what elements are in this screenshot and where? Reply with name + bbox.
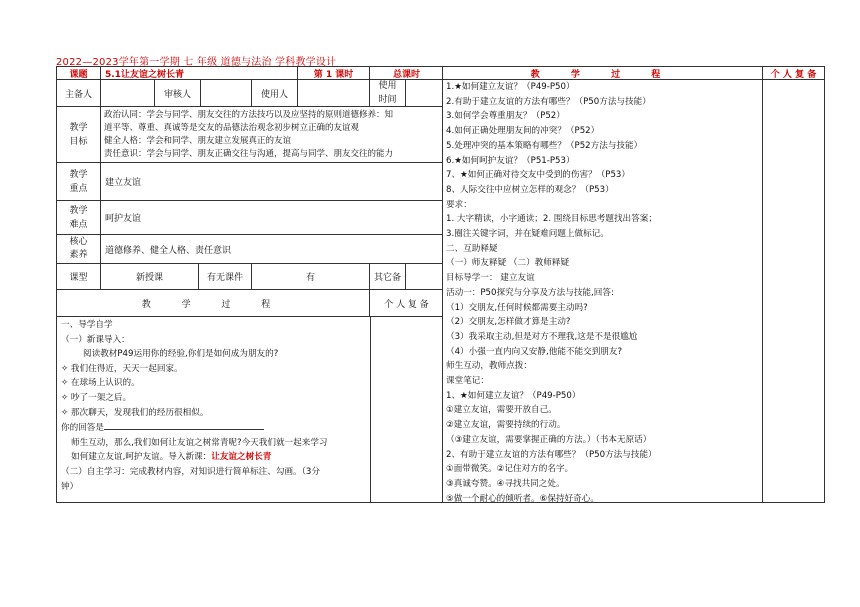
right-process-header <box>443 67 763 79</box>
key-points-label-1: 教学 <box>69 169 88 180</box>
body-line: 阅读教材P49运用你的经验,你们是如何成为朋友的? <box>83 349 279 360</box>
goals-label <box>57 107 101 162</box>
process-header-label: 教 学 过 程 <box>141 299 285 310</box>
reviewer-label: 审核人 <box>155 80 201 106</box>
staff-row <box>57 80 442 107</box>
key-points-value: 建立友谊 <box>105 178 142 188</box>
topic-value: 5.1让友谊之树长青 <box>101 67 298 79</box>
intro-lesson-title: 让友谊之树长青 <box>211 452 272 463</box>
body-line: 要求： <box>446 199 472 210</box>
body-line: （3）我采取主动,但是对方不理我,这是不是很尴尬 <box>446 331 638 342</box>
body-line: 6.★如何呵护友谊？（P51-P53） <box>446 155 575 166</box>
period-label: 第 1 课时 <box>298 67 370 79</box>
type-value: 新授课 <box>101 264 199 289</box>
right-panel <box>443 67 824 502</box>
literacy-label-1: 核心 <box>69 237 88 247</box>
right-process-body <box>443 80 763 502</box>
use-time-label-2: 时间 <box>378 95 397 105</box>
body-line: ✧ 在球场上认识的。 <box>61 378 140 389</box>
body-line: ✧ 那次聊天，发现我们的经历很相似。 <box>61 407 209 418</box>
goals-label-1: 教学 <box>69 122 88 133</box>
body-line: 二、互助释疑 <box>446 243 498 254</box>
key-points-label <box>57 163 101 200</box>
body-line: （一）新课导入： <box>61 334 130 345</box>
body-line: 1.★如何建立友谊？（P49-P50） <box>446 82 575 92</box>
literacy-row <box>57 235 442 264</box>
process-header-row <box>57 290 442 317</box>
body-line: （二）自主学习：完成教材内容，对知识进行简单标注、勾画。（3分 <box>61 466 320 477</box>
body-line: ✧ 我们住得近，天天一起回家。 <box>61 363 183 374</box>
answer-label: 你的回答是 <box>61 423 104 434</box>
total-period-label: 总课时 <box>392 69 420 80</box>
body-line: 一、导学自学 <box>61 320 113 330</box>
body-line: 3.圈注关键字词，并在疑难问题上做标记。 <box>446 229 609 240</box>
use-time-value <box>406 80 443 106</box>
body-line: 目标导学一： 建立友谊 <box>446 273 535 284</box>
body-line: ③真诚夸赞。④寻找共同之处。 <box>446 478 565 489</box>
body-line: ②建立友谊，需要持续的行动。 <box>446 420 566 431</box>
right-process-header-label: 教 学 过 程 <box>530 69 675 80</box>
left-panel <box>57 67 443 502</box>
topic-label: 课题 <box>57 67 101 79</box>
body-line: （2）交朋友,怎样做才算是主动? <box>446 317 571 328</box>
type-row <box>57 264 442 290</box>
body-line: 1、★如何建立友谊？（P49-P50） <box>446 390 581 401</box>
body-line: 5.处理冲突的基本策略有哪些？（P52方法与技能） <box>446 140 643 151</box>
goal-line: 政治认同：学会与同学、朋友交往的方法技巧以及应坚持的原则道德修养：知 <box>104 110 394 120</box>
body-line: ✧ 吵了一架之后。 <box>61 392 132 403</box>
goal-line: 道平等、尊重、真诚等是交友的品德法治观念初步树立正确的友谊观 <box>104 123 360 133</box>
review-header: 个 人 复 备 <box>384 299 429 310</box>
goal-line: 责任意识：学会与同学、朋友正确交往与沟通，提高与同学、朋友交往的能力 <box>104 149 394 159</box>
user-label: 使用人 <box>252 80 298 106</box>
literacy-label-2: 素养 <box>69 250 88 260</box>
intro-text: 如何建立友谊,呵护友谊。导入新课： <box>71 452 212 463</box>
body-line: （一）师友释疑 （二）教师释疑 <box>446 258 570 269</box>
body-line: ①建立友谊，需要开放自己。 <box>446 405 557 416</box>
body-line: 2、有助于建立友谊的方法有哪些？（P50方法与技能） <box>446 449 657 460</box>
other-label: 其它备 <box>370 264 406 289</box>
difficulty-value: 呵护友谊 <box>105 214 142 224</box>
use-time-label <box>370 80 406 106</box>
body-line: 8、人际交往中应树立怎样的观念？（P53） <box>446 184 614 195</box>
literacy-value: 道德修养、健全人格、责任意识 <box>105 245 232 256</box>
difficulty-label-1: 教学 <box>69 205 88 216</box>
body-line-answer <box>61 420 366 436</box>
difficulty-row <box>57 201 442 235</box>
goals-row <box>57 107 442 163</box>
preparer-label: 主备人 <box>57 80 101 106</box>
body-line: 师生互动，那么,我们如何让友谊之树常青呢?今天我们就一起来学习 <box>71 437 328 448</box>
body-line: 课堂笔记： <box>446 376 489 387</box>
use-time-label-1: 使用 <box>378 81 397 91</box>
body-line: 钟） <box>61 481 79 492</box>
lesson-plan-table <box>56 66 825 503</box>
goals-content <box>101 107 442 162</box>
literacy-label <box>57 235 101 263</box>
title-suffix: 学科教学设计 <box>275 57 337 68</box>
right-review-header: 个 人 复 备 <box>770 69 817 80</box>
body-line: 7、★如何正确对待交友中受到的伤害？（P53） <box>446 170 630 181</box>
courseware-value: 有 <box>252 264 370 289</box>
goal-line: 健全人格：学会和同学、朋友建立发展真正的友谊 <box>104 136 292 146</box>
body-line: 4.如何正确处理朋友间的冲突？（P52） <box>446 126 600 137</box>
body-line: 3.如何学会尊重朋友？（P52） <box>446 111 565 122</box>
body-line: （③建立友谊，需要掌握正确的方法。）（书本无原话） <box>446 434 652 445</box>
title-subject: 道德与法治 <box>220 57 276 68</box>
goals-label-2: 目标 <box>69 136 88 147</box>
reviewer-value <box>201 80 252 106</box>
right-header-row <box>443 67 824 80</box>
other-value <box>406 264 443 289</box>
preparer-value <box>101 80 155 106</box>
body-line: （4）小强一直内向又安静,他能不能交到朋友? <box>446 346 623 357</box>
type-label: 课型 <box>57 264 101 289</box>
body-line: ①面带微笑。②记住对方的名字。 <box>446 464 574 475</box>
process-header <box>57 290 370 316</box>
body-line: 2.有助于建立友谊的方法有哪些？（P50方法与技能） <box>446 96 651 107</box>
title-grade: 七 <box>183 57 194 68</box>
key-points-row <box>57 163 442 201</box>
difficulty-label <box>57 201 101 234</box>
body-line: （1）交朋友,任何时候都需要主动吗? <box>446 302 588 313</box>
user-value <box>298 80 370 106</box>
left-process-body <box>57 317 370 502</box>
body-line: 1. 大字精读，小字通读；2. 围绕目标思考题找出答案； <box>446 214 657 225</box>
body-line: 师生互动，教师点拨： <box>446 361 532 372</box>
body-line: ⑤做一个耐心的倾听者。⑥保持好奇心。 <box>446 493 599 502</box>
body-line-intro <box>61 450 366 465</box>
key-points-label-2: 重点 <box>69 183 88 194</box>
courseware-label: 有无课件 <box>199 264 252 289</box>
title-prefix: 2022—2023学年第一学期 <box>56 57 184 68</box>
difficulty-label-2: 难点 <box>69 219 88 230</box>
title-grade-suffix: 年级 <box>193 57 221 68</box>
answer-blank <box>104 420 264 430</box>
review-column-divider <box>370 317 371 502</box>
body-line: 活动一：P50探究与分享及方法与技能,回答: <box>446 287 614 298</box>
